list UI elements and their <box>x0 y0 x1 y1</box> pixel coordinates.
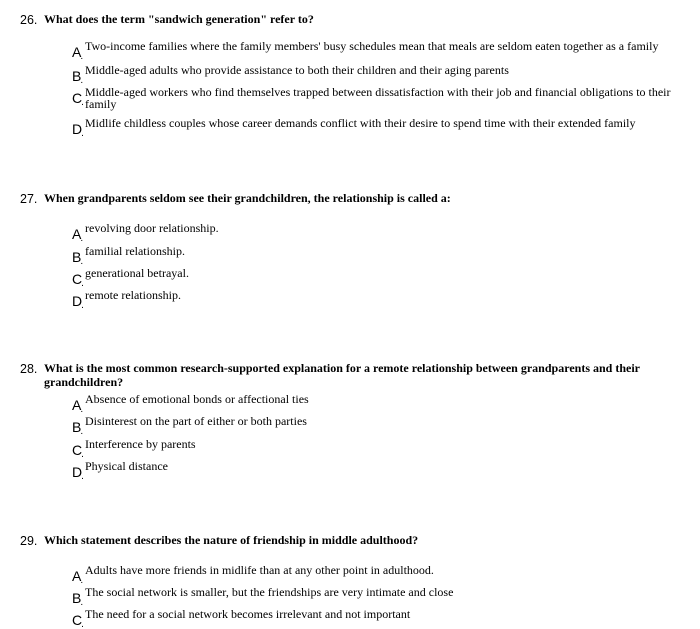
option-letter: A. <box>72 226 84 244</box>
question-text: What is the most common research-supported explanation for a remote relationship between grandparents and their grandchildren? <box>44 361 640 389</box>
question-text: What does the term "sandwich generation" refer to? <box>44 12 314 26</box>
option-text: Adults have more friends in midlife than at any other point in adulthood. <box>85 563 434 577</box>
option-letter: C. <box>72 271 84 289</box>
option-text: Middle-aged workers who find themselves trapped between dissatisfaction with their job and financial obligations to their family <box>85 85 671 111</box>
question-number: 26. <box>20 13 38 27</box>
option-letter: C. <box>72 442 84 460</box>
option-text: Disinterest on the part of either or both parties <box>85 414 307 428</box>
option-letter: C. <box>72 90 84 108</box>
option-text: The need for a social network becomes irrelevant and not important <box>85 607 411 621</box>
option-letter: C. <box>72 612 84 629</box>
option-letter: D. <box>72 121 84 139</box>
question-number: 28. <box>20 362 38 376</box>
option-text: remote relationship. <box>85 288 181 302</box>
option-letter: A. <box>72 397 84 415</box>
option-letter: D. <box>72 293 84 311</box>
option-letter: D. <box>72 464 84 482</box>
option-text: revolving door relationship. <box>85 221 219 235</box>
option-letter: B. <box>72 249 84 267</box>
question-number: 27. <box>20 192 38 206</box>
option-text: Physical distance <box>85 459 168 473</box>
option-letter: A. <box>72 568 84 586</box>
question-text: Which statement describes the nature of friendship in middle adulthood? <box>44 533 419 547</box>
option-letter: B. <box>72 419 84 437</box>
option-letter: B. <box>72 68 84 86</box>
question-number: 29. <box>20 534 38 548</box>
option-text: Midlife childless couples whose career demands conflict with their desire to spend time with their extended family <box>85 116 636 130</box>
option-text: The social network is smaller, but the friendships are very intimate and close <box>85 585 454 599</box>
option-text: Interference by parents <box>85 437 196 451</box>
option-letter: A. <box>72 44 84 62</box>
option-letter: B. <box>72 590 84 608</box>
question-text: When grandparents seldom see their grandchildren, the relationship is called a: <box>44 191 451 205</box>
option-text: familial relationship. <box>85 244 185 258</box>
option-text: Two-income families where the family members' busy schedules mean that meals are seldom eaten together as a family <box>85 39 659 53</box>
option-text: Absence of emotional bonds or affectional ties <box>85 392 309 406</box>
option-text: Middle-aged adults who provide assistance to both their children and their aging parents <box>85 63 509 77</box>
option-text: generational betrayal. <box>85 266 189 280</box>
